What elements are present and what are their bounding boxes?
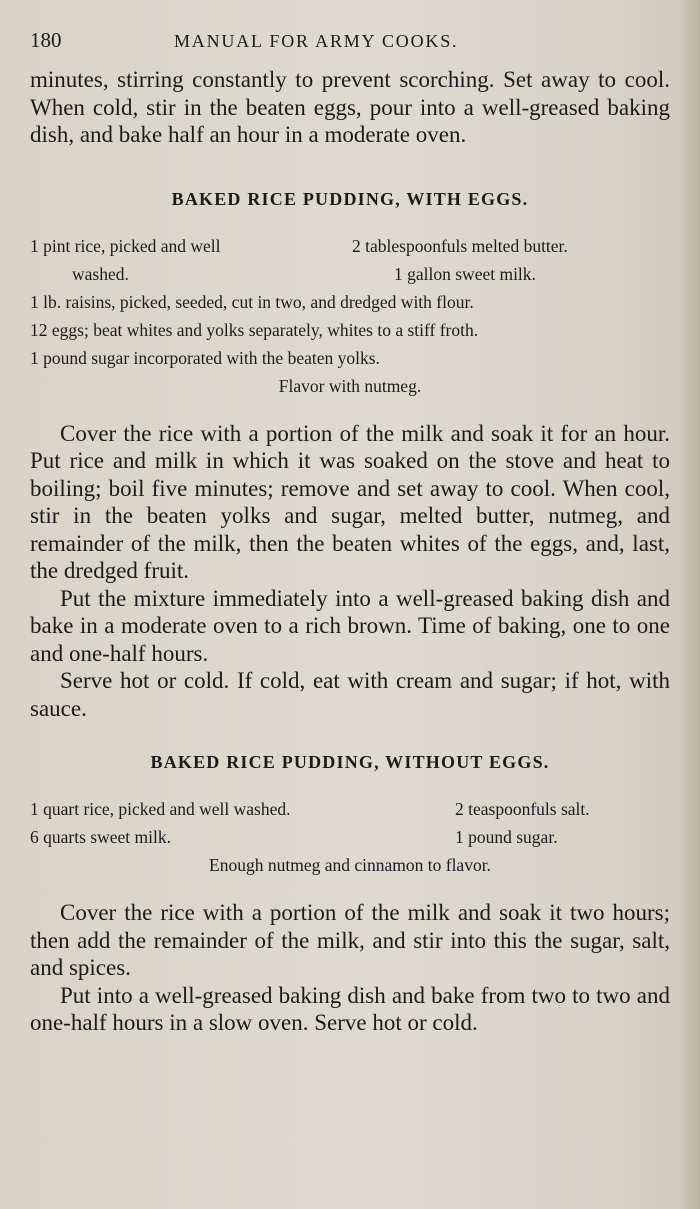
recipe-title-with-eggs: BAKED RICE PUDDING, WITH EGGS. xyxy=(171,188,529,209)
ingredient-butter: 2 tablespoonfuls melted butter. xyxy=(352,235,568,256)
page-content xyxy=(30,28,670,1037)
ingredient-salt: 2 teaspoonfuls salt. xyxy=(455,799,590,819)
ingredient-eggs: 12 eggs; beat whites and yolks separately, whites to a stiff froth. xyxy=(30,319,479,340)
page-number: 180 xyxy=(30,28,62,52)
instruction-paragraph: Put into a well-greased baking dish and bake from two to two and one-half hours in a slow oven. Serve hot or cold. xyxy=(30,982,670,1035)
ingredient-milk: 6 quarts sweet milk. xyxy=(30,827,171,847)
ingredient-rice: 1 quart rice, picked and well washed. xyxy=(30,799,291,819)
instruction-paragraph: Serve hot or cold. If cold, eat with cream and sugar; if hot, with sauce. xyxy=(30,668,670,721)
instruction-paragraph: Put the mixture immediately into a well-greased baking dish and bake in a moderate oven to a rich brown. Time of baking, one to one and one-half hours. xyxy=(30,585,670,666)
instruction-paragraph: Cover the rice with a portion of the milk and soak it two hours; then add the remainder of the milk, and stir into this the sugar, salt, and spices. xyxy=(30,900,670,980)
ingredient-list-without-eggs xyxy=(30,795,670,879)
instruction-paragraph: Cover the rice with a portion of the milk and soak it for an hour. Put rice and milk in which it was soaked on the stove and heat to boiling; boil five minutes; remove and set away to cool. When cool, stir in the beaten yolks and sugar, melted butter, nutmeg, and remainder of the milk, then the beaten whites of the eggs, and, last, the dredged fruit. xyxy=(30,420,670,583)
continuation-paragraph: minutes, stirring constantly to prevent scorching. Set away to cool. When cold, stir in the beaten eggs, pour into a well-greased baking dish, and bake half an hour in a moderate oven. xyxy=(30,67,670,147)
page-header xyxy=(30,28,670,66)
ingredient-rice-continued: washed. xyxy=(72,263,129,284)
flavor-note: Enough nutmeg and cinnamon to flavor. xyxy=(209,855,491,875)
ingredient-sugar: 1 pound sugar. xyxy=(455,827,558,847)
ingredient-sugar: 1 pound sugar incorporated with the beaten yolks. xyxy=(30,347,380,368)
recipe-title-without-eggs: BAKED RICE PUDDING, WITHOUT EGGS. xyxy=(150,752,550,772)
ingredient-row xyxy=(30,260,670,288)
ingredient-milk: 1 gallon sweet milk. xyxy=(394,263,536,284)
ingredient-list-with-eggs xyxy=(30,232,670,400)
running-head: MANUAL FOR ARMY COOKS. xyxy=(174,31,459,51)
ingredient-row xyxy=(30,232,670,260)
ingredient-row xyxy=(30,795,670,823)
flavor-note: Flavor with nutmeg. xyxy=(278,375,422,396)
ingredient-rice: 1 pint rice, picked and well xyxy=(30,235,221,256)
ingredient-row xyxy=(30,823,670,851)
ingredient-raisins: 1 lb. raisins, picked, seeded, cut in two, and dredged with flour. xyxy=(30,291,474,312)
